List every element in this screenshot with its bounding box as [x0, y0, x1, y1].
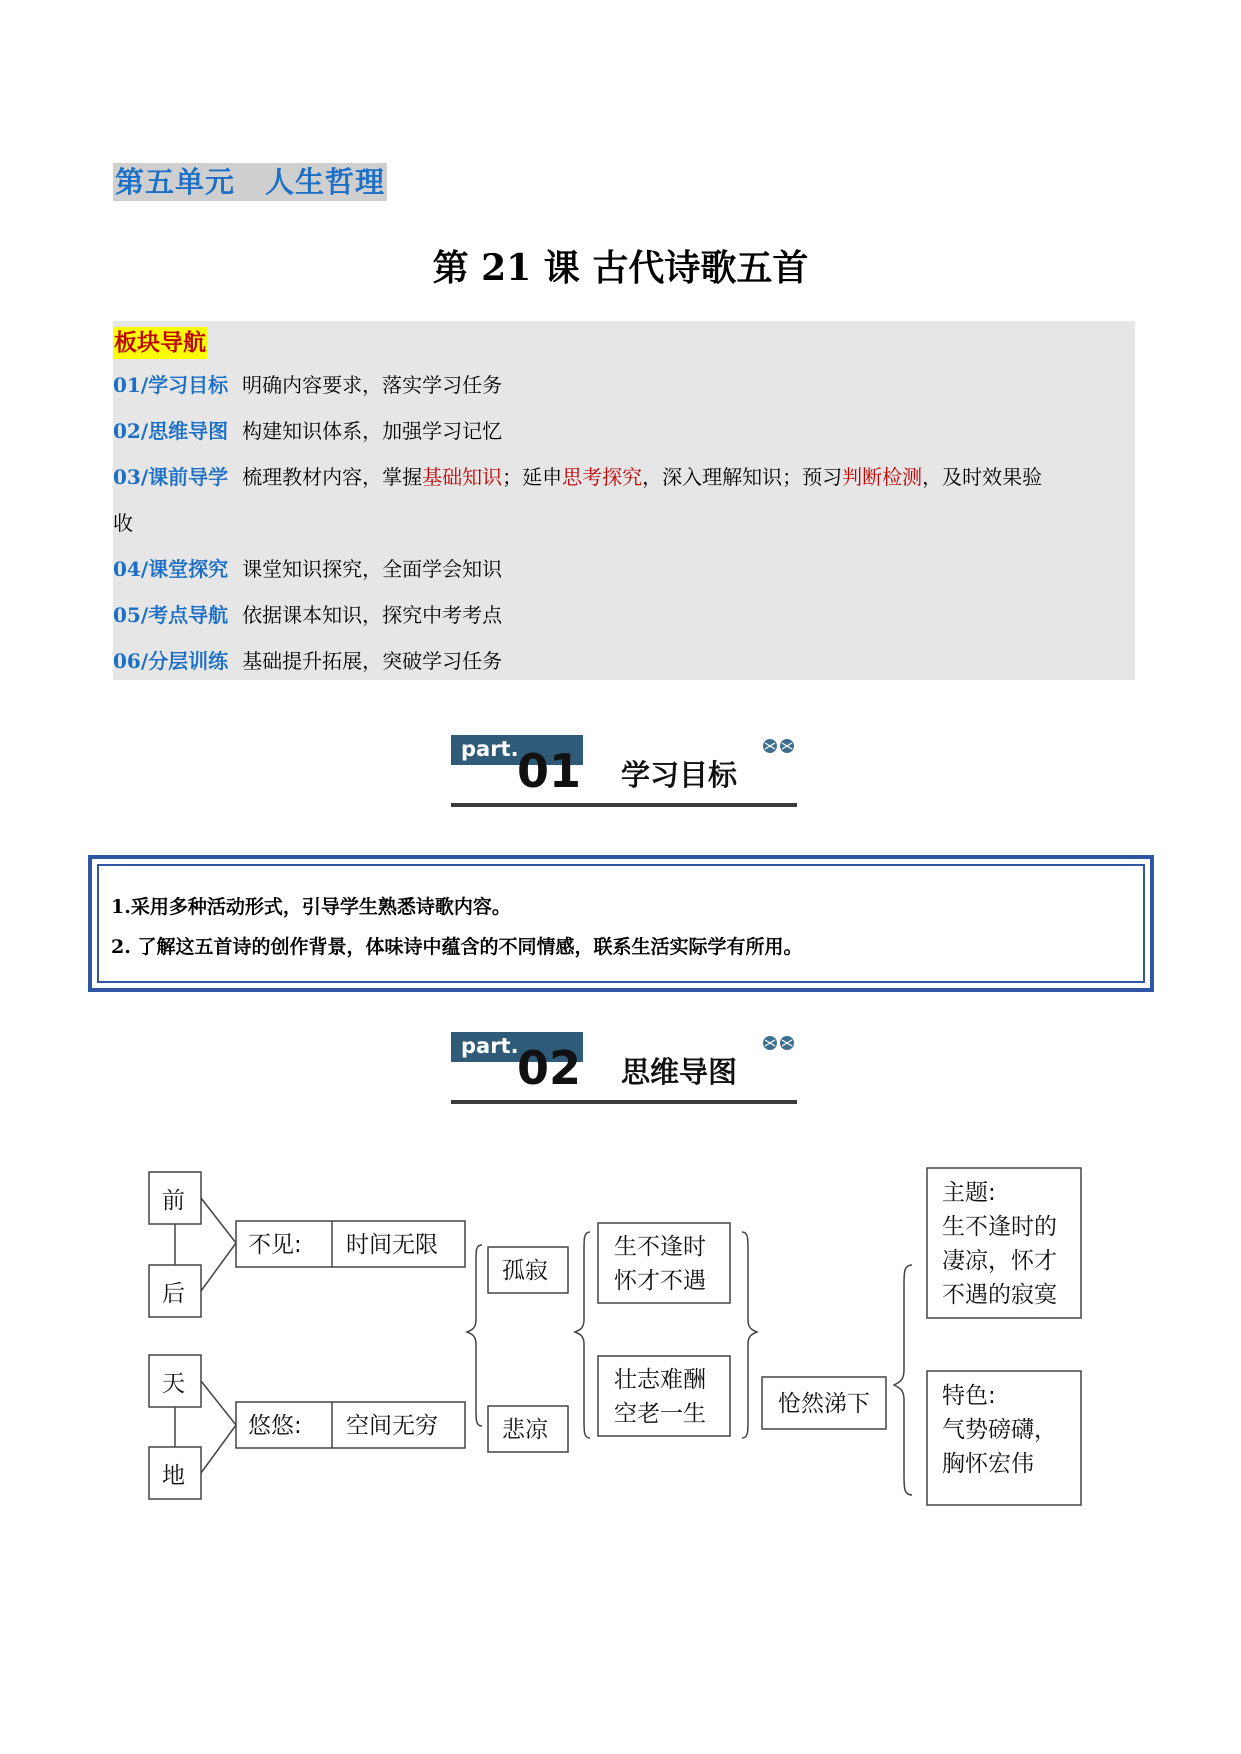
text-kongjian: 空间无穷: [346, 1413, 438, 1439]
highlight-check: 判断检测: [842, 465, 923, 489]
part-tag: part.: [451, 1032, 583, 1062]
text-shengbufengshi: 生不逢时: [614, 1234, 706, 1260]
nav-item-text: 课堂知识探究，全面学会知识: [242, 557, 503, 581]
goals-inner-border: [97, 864, 1145, 983]
text-beiliang: 悲凉: [502, 1417, 548, 1443]
part-tag: part.: [451, 735, 583, 765]
nav-item-02: [113, 416, 502, 446]
char-hou: 后: [162, 1281, 185, 1307]
part-number: 01: [517, 744, 582, 798]
text-buji: 不见:: [248, 1232, 302, 1258]
feature-line-1: 特色:: [942, 1383, 996, 1409]
highlight-thinking: 思考探究: [562, 465, 643, 489]
goal-item-2: 2. 了解这五首诗的创作背景，体味诗中蕴含的不同情感，联系生活实际学有所用。: [111, 936, 803, 958]
text-chuangran: 怆然涕下: [778, 1391, 870, 1417]
nav-item-label: 05/考点导航: [113, 603, 229, 627]
nav-item-label: 02/思维导图: [113, 419, 229, 443]
nav-item-text: 明确内容要求，落实学习任务: [242, 373, 503, 397]
nav-item-text: 梳理教材内容，掌握: [242, 465, 423, 489]
char-tian: 天: [162, 1371, 185, 1397]
part-label: 学习目标: [621, 758, 738, 792]
char-di: 地: [162, 1463, 185, 1489]
part-underline: [451, 1100, 797, 1104]
nav-item-text: ，深入理解知识；预习: [642, 465, 843, 489]
theme-line-1: 主题:: [942, 1180, 996, 1206]
text-guji: 孤寂: [502, 1258, 548, 1284]
part-01-header: [451, 735, 797, 807]
goal-item-1: 1.采用多种活动形式，引导学生熟悉诗歌内容。: [111, 896, 511, 918]
text-youyou: 悠悠:: [248, 1413, 302, 1439]
nav-item-text: ；延申: [502, 465, 563, 489]
feature-line-3: 胸怀宏伟: [942, 1451, 1034, 1477]
theme-line-4: 不遇的寂寞: [942, 1282, 1057, 1308]
mind-map: [0, 1150, 1241, 1530]
nav-item-text: 依据课本知识，探究中考考点: [242, 603, 503, 627]
text-shijian: 时间无限: [346, 1232, 438, 1258]
nav-item-06: [113, 646, 502, 676]
text-konglao: 空老一生: [614, 1401, 706, 1427]
theme-line-3: 凄凉，怀才: [942, 1248, 1057, 1274]
nav-heading: 板块导航: [113, 327, 207, 359]
part-02-header: [451, 1032, 797, 1104]
part-label: 思维导图: [621, 1055, 738, 1089]
decorative-dots-icon: [761, 735, 797, 757]
lesson-title: 第 21 课 古代诗歌五首: [432, 247, 809, 289]
part-underline: [451, 803, 797, 807]
nav-item-label: 04/课堂探究: [113, 557, 229, 581]
nav-item-01: [113, 370, 502, 400]
nav-item-label: 01/学习目标: [113, 373, 229, 397]
section-navigation: [113, 321, 1135, 680]
unit-title: 第五单元 人生哲理: [115, 165, 386, 199]
nav-item-03: [113, 462, 1042, 492]
nav-item-text: 基础提升拓展，突破学习任务: [242, 649, 503, 673]
nav-item-label: 03/课前导学: [113, 465, 229, 489]
nav-item-text: ，及时效果验: [922, 465, 1043, 489]
feature-line-2: 气势磅礴，: [942, 1417, 1057, 1443]
text-zhuangzhi: 壮志难酬: [614, 1367, 706, 1393]
highlight-basic-knowledge: 基础知识: [422, 465, 503, 489]
theme-line-2: 生不逢时的: [942, 1214, 1057, 1240]
nav-item-03-wrap: 收: [113, 511, 133, 535]
char-qian: 前: [162, 1188, 185, 1214]
nav-item-04: [113, 554, 502, 584]
nav-item-05: [113, 600, 502, 630]
nav-item-label: 06/分层训练: [113, 649, 229, 673]
learning-goals-box: [88, 855, 1154, 992]
nav-item-text: 构建知识体系，加强学习记忆: [242, 419, 503, 443]
text-huaicai: 怀才不遇: [614, 1268, 706, 1294]
decorative-dots-icon: [761, 1032, 797, 1054]
part-number: 02: [517, 1041, 582, 1095]
